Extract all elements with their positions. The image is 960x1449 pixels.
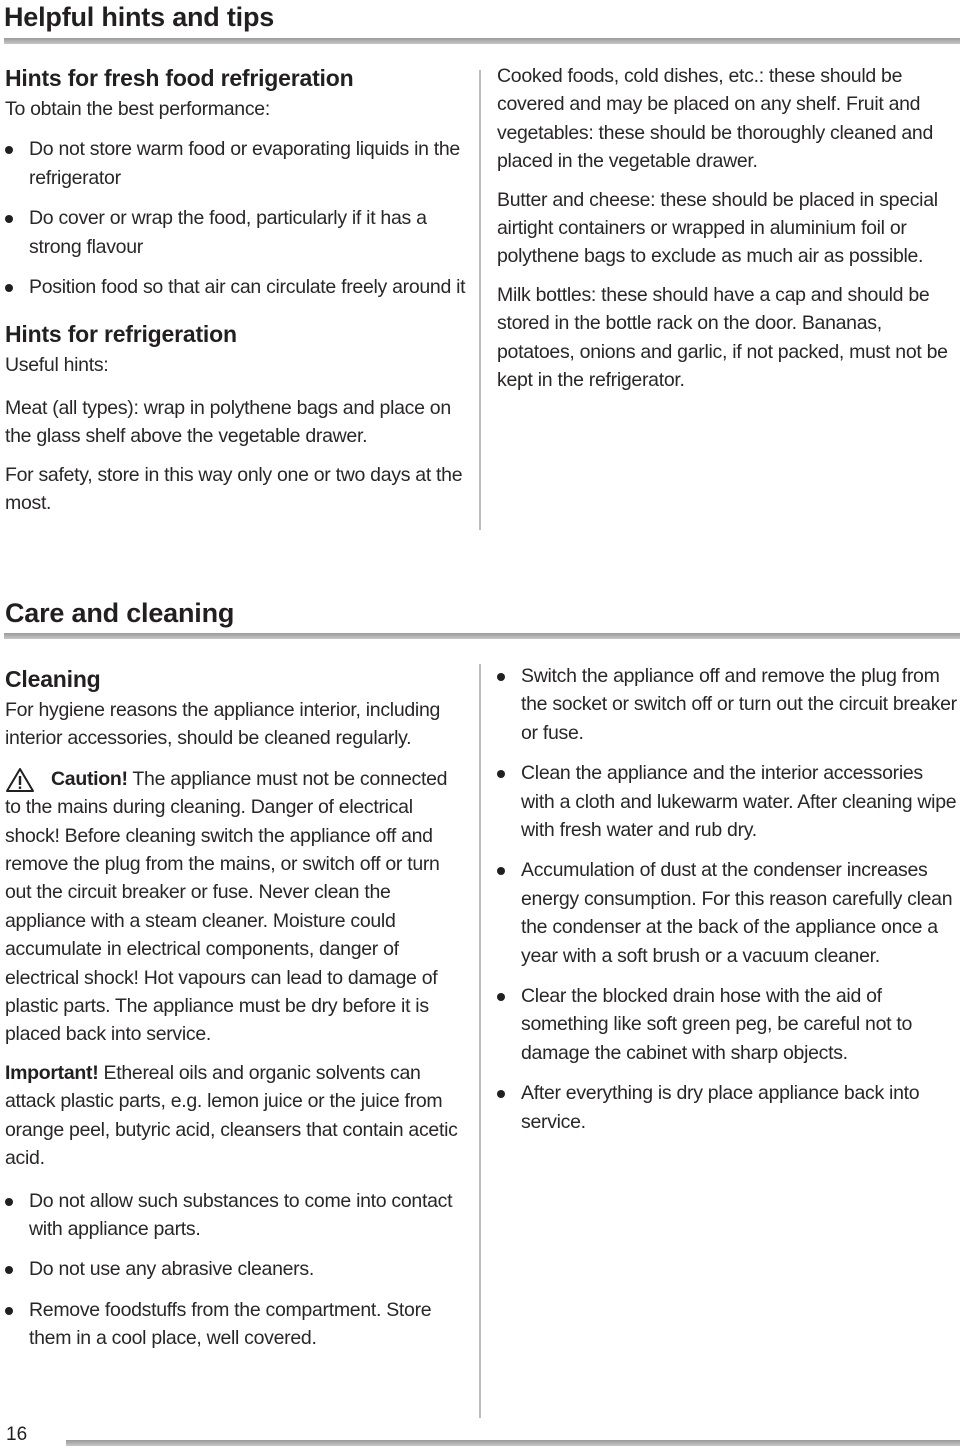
title-rule [4,38,960,44]
refrigeration-intro: Useful hints: [5,354,109,377]
important-label: Important! [5,1061,99,1084]
cleaning-steps [497,662,957,1136]
list-item: Switch the appliance off and remove the plug from the socket or switch off or turn out the circuit breaker or fuse. [497,662,957,747]
column-divider [479,664,481,1418]
butter-cheese-hint: Butter and cheese: these should be placed in special airtight containers or wrapped in aluminium foil or polythene bags to exclude as much air as possible. [497,188,938,268]
section-title: Care and cleaning [5,598,235,628]
list-item: Position food so that air can circulate freely around it [5,273,467,301]
cooked-foods-hint: Cooked foods, cold dishes, etc.: these should be covered and may be placed on any shelf. Fruit and vegetables: these should be thoroughly cleaned and placed in the vegetable drawer. [497,65,934,173]
storage-hints-column [497,62,957,404]
cleaning-steps-column [497,662,957,1148]
warning-triangle-icon [5,767,35,793]
list-item: Clean the appliance and the interior accessories with a cloth and lukewarm water. After cleaning wipe with fresh water and rub dry. [497,759,957,844]
list-item: Clear the blocked drain hose with the aid of something like soft green peg, be careful not to damage the cabinet with sharp objects. [497,982,957,1067]
footer-rule [66,1440,960,1446]
safety-hint: For safety, store in this way only one or two days at the most. [5,463,463,515]
fresh-food-column [5,63,467,527]
caution-text: The appliance must not be connected to the mains during cleaning. Danger of electrical shock! Before cleaning switch the appliance off and remove the plug from the mains, or switch off or turn out the circuit breaker or fuse. Never clean the appliance with a steam cleaner. Moisture could accumulate in electrical components, danger of electrical shock! Hot vapours can lead to damage of plastic parts. The appliance must be dry before it is placed back into service. [5,767,448,1046]
section-rule [4,633,960,639]
list-item: Accumulation of dust at the condenser increases energy consumption. For this reason carefully clean the condenser at the back of the appliance once a year with a soft brush or a vacuum cleaner. [497,856,957,970]
fresh-food-intro: To obtain the best performance: [5,98,270,120]
page-title: Helpful hints and tips [4,2,275,32]
cleaning-intro: For hygiene reasons the appliance interior, including interior accessories, should be cleaned regularly. [5,699,441,750]
refrigeration-heading: Hints for refrigeration [5,321,237,348]
column-divider [479,70,481,530]
milk-bottles-hint: Milk bottles: these should have a cap and should be stored in the bottle rack on the door. Bananas, potatoes, onions and garlic, if not packed, must not be kept in the refrigerator. [497,283,948,392]
list-item: Do not store warm food or evaporating liquids in the refrigerator [5,135,467,192]
caution-label: Caution! [51,767,128,790]
fresh-food-bullets [5,135,467,301]
cleaning-bullets [5,1187,467,1353]
list-item: Do not use any abrasive cleaners. [5,1255,467,1283]
meat-hint: Meat (all types): wrap in polythene bags and place on the glass shelf above the vegetable drawer. [5,396,451,448]
important-text: Ethereal oils and organic solvents can attack plastic parts, e.g. lemon juice or the juice from orange peel, butyric acid, cleansers that contain acetic acid. [5,1061,458,1170]
cleaning-heading: Cleaning [5,666,101,692]
important-paragraph [5,1059,467,1173]
fresh-food-heading: Hints for fresh food refrigeration [5,65,354,91]
caution-paragraph [5,765,467,1049]
list-item: Remove foodstuffs from the compartment. Store them in a cool place, well covered. [5,1296,467,1353]
list-item: Do not allow such substances to come into contact with appliance parts. [5,1187,467,1244]
list-item: Do cover or wrap the food, particularly if it has a strong flavour [5,204,467,261]
list-item: After everything is dry place appliance back into service. [497,1079,957,1136]
cleaning-column [5,664,467,1365]
page-number: 16 [6,1424,28,1445]
